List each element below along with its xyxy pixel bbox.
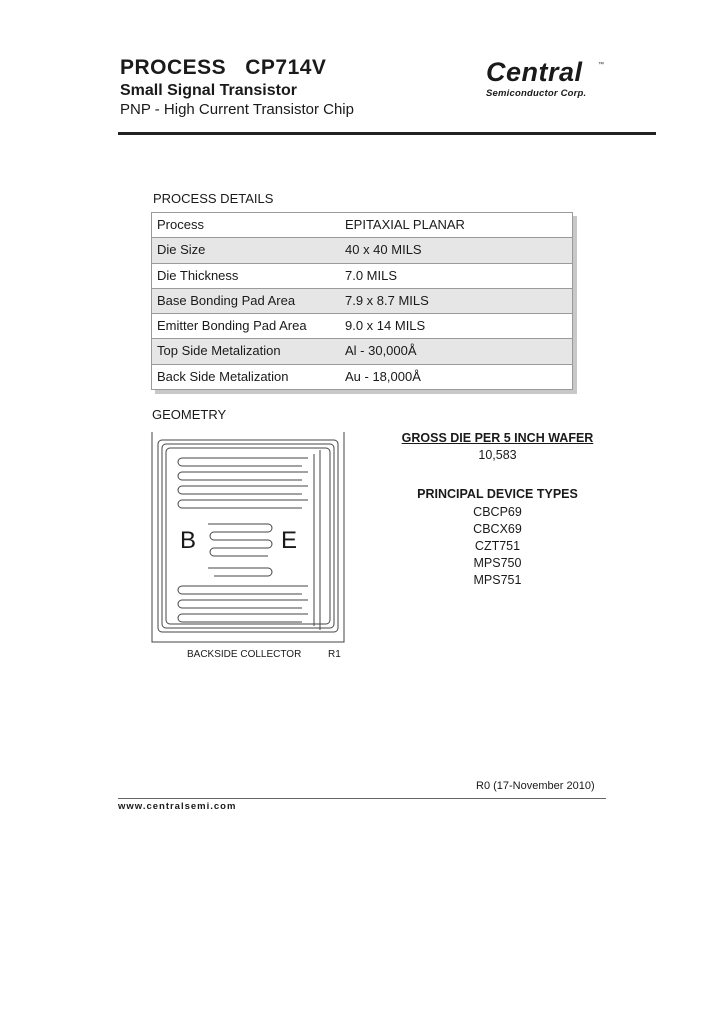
table-row: [152, 238, 572, 263]
table-row: [152, 213, 572, 238]
backside-collector-label: BACKSIDE COLLECTOR: [187, 649, 302, 660]
row-label: Base Bonding Pad Area: [157, 292, 296, 308]
base-pad-label: B: [180, 527, 197, 554]
subtitle: Small Signal Transistor: [120, 82, 297, 99]
emitter-pad-label: E: [281, 527, 298, 554]
emitter-fingers: [208, 450, 320, 630]
row-value: EPITAXIAL PLANAR: [345, 217, 465, 232]
process-title: [120, 56, 326, 80]
table-row: [152, 339, 572, 364]
table-row: [152, 289, 572, 314]
table-row: [152, 365, 572, 389]
device-types-heading: PRINCIPAL DEVICE TYPES: [417, 487, 578, 501]
geometry-heading: GEOMETRY: [152, 407, 227, 422]
document-revision: R0 (17-November 2010): [476, 780, 595, 792]
company-logo-subtitle: Semiconductor Corp.: [486, 88, 587, 99]
row-label: Back Side Metalization: [157, 368, 289, 384]
row-label: Emitter Bonding Pad Area: [157, 318, 307, 334]
website-link[interactable]: www.centralsemi.com: [118, 801, 237, 812]
row-label: Die Thickness: [157, 267, 239, 283]
row-value: Au - 18,000Å: [345, 368, 421, 384]
device-types-list: [375, 504, 620, 589]
row-value: 9.0 x 14 MILS: [345, 318, 426, 334]
gross-die-heading: GROSS DIE PER 5 INCH WAFER: [401, 431, 594, 445]
row-value: 7.9 x 8.7 MILS: [345, 292, 429, 308]
geometry-revision-label: R1: [328, 649, 341, 660]
description: PNP - High Current Transistor Chip: [120, 101, 354, 118]
process-label: PROCESS: [120, 56, 227, 79]
header-divider: [118, 132, 656, 135]
process-details-heading: PROCESS DETAILS: [153, 191, 274, 206]
process-details-table: [151, 212, 573, 390]
row-label: Process: [157, 217, 204, 232]
list-item: CBCX69: [473, 522, 522, 536]
row-value: 7.0 MILS: [345, 267, 398, 283]
row-value: Al - 30,000Å: [345, 343, 417, 359]
list-item: CBCP69: [473, 505, 522, 519]
row-label: Die Size: [157, 242, 206, 258]
list-item: MPS750: [473, 556, 522, 570]
row-value: 40 x 40 MILS: [345, 242, 422, 258]
die-geometry-drawing: [148, 428, 348, 648]
part-number: CP714V: [245, 56, 327, 79]
footer-divider: [118, 798, 606, 799]
gross-die-value: 10,583: [478, 448, 517, 462]
table-row: [152, 264, 572, 289]
table-row: [152, 314, 572, 339]
company-logo: Central: [486, 57, 583, 87]
list-item: CZT751: [474, 539, 521, 553]
trademark-mark: ™: [598, 62, 604, 68]
list-item: MPS751: [473, 573, 522, 587]
row-label: Top Side Metalization: [157, 343, 281, 359]
